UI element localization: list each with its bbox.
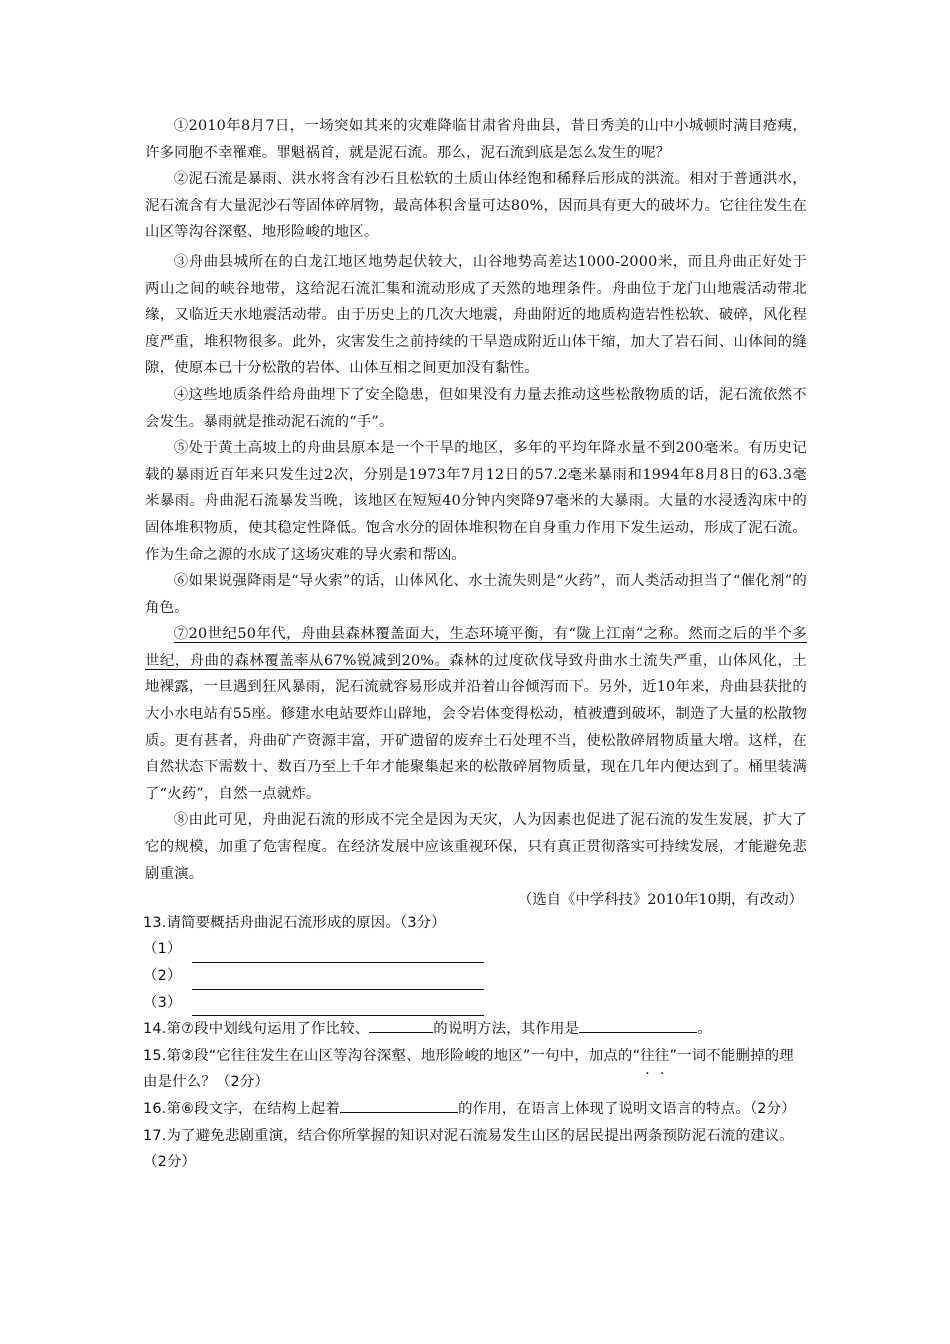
question-14-text-c: 。: [697, 1021, 712, 1038]
paragraph-1: ①2010年8月7日，一场突如其来的灾难降临甘肃省舟曲县，昔日秀美的山中小城顿时满目疮痍，许多同胞不幸罹难。罪魁祸首，就是泥石流。那么，泥石流到底是怎么发生的呢？: [145, 118, 807, 161]
emphasis-dot-char-1: 往: [640, 1047, 655, 1064]
answer-label-1: （1）: [143, 941, 182, 958]
answer-line-1: [143, 936, 807, 963]
answer-blank-3[interactable]: [192, 1001, 484, 1016]
answer-line-3: [143, 990, 807, 1017]
answer-label-3: （3）: [143, 994, 182, 1011]
question-14: [143, 1016, 807, 1043]
paragraph-7-rest: 森林的过度砍伐导致舟曲水土流失严重，山体风化，土地裸露，一旦遇到狂风暴雨，泥石流就容易形成并沿着山谷倾泻而下。另外，近10年来，舟曲县获批的大小水电站有55座。修建水电站要炸山辟地，会令岩体变得松动，植被遭到破坏，制造了大量的松散物质。更有甚者，舟曲矿产资源丰富，开矿遗留的废弃土石处理不当，使松散碎屑物质量大增。这样，在自然状态下需数十、数百乃至上千年才能聚集起来的松散碎屑物质量，现在几年内便达到了。桶里装满了“火药”，自然一点就炸。: [145, 652, 807, 802]
answer-line-2: [143, 963, 807, 990]
emphasis-dot-char-2: 往: [654, 1047, 670, 1064]
question-16-blank[interactable]: [340, 1098, 458, 1113]
question-15: [143, 1043, 807, 1096]
question-16-text-a: 16.第⑥段文字，在结构上起着: [143, 1100, 341, 1117]
question-16-text-b: 的作用，在语言上体现了说明文语言的特点。（2分）: [458, 1100, 796, 1117]
question-16: [143, 1096, 807, 1123]
paragraph-7: [145, 621, 807, 807]
question-15-text-b: ”一词不能删掉的理由是什么？（2分）: [143, 1047, 794, 1091]
document-page: [145, 113, 807, 1176]
question-14-blank-2[interactable]: [579, 1018, 697, 1033]
paragraph-3: ③舟曲县城所在的白龙江地区地势起伏较大，山谷地势高差达1000-2000米，而且舟曲正好处于两山之间的峡谷地带，这给泥石流汇集和流动形成了天然的地理条件。舟曲位于龙门山地震活动带北缘，又临近天水地震活动带。由于历史上的几次大地震，舟曲附近的地质构造岩性松软、破碎，风化程度严重，堆积物很多。此外，灾害发生之前持续的干旱造成附近山体干缩，加大了岩石间、山体间的缝隙，使原本已十分松散的岩体、山体互相之间更加没有黏性。: [145, 253, 807, 377]
paragraph-8: ⑧由此可见，舟曲泥石流的形成不完全是因为天灾，人为因素也促进了泥石流的发生发展，扩大了它的规模，加重了危害程度。在经济发展中应该重视环保，只有真正贯彻落实可持续发展，才能避免悲剧重演。: [145, 812, 807, 882]
question-17: 17.为了避免悲剧重演，结合你所掌握的知识对泥石流易发生山区的居民提出两条预防泥石流的建议。（2分）: [143, 1127, 794, 1171]
question-14-blank-1[interactable]: [369, 1018, 433, 1033]
answer-label-2: （2）: [143, 968, 182, 984]
answer-blank-2[interactable]: [192, 975, 484, 990]
question-14-text-b: 的说明方法，其作用是: [433, 1021, 580, 1038]
paragraph-6: ⑥如果说强降雨是“导火索”的话，山体风化、水土流失则是“火药”，而人类活动担当了“催化剂”的角色。: [145, 573, 807, 616]
question-13: 13.请简要概括舟曲泥石流形成的原因。（3分）: [143, 914, 446, 931]
paragraph-2: ②泥石流是暴雨、洪水将含有沙石且松软的土质山体经饱和稀释后形成的洪流。相对于普通洪水，泥石流含有大量泥沙石等固体碎屑物，最高体积含量可达80%，因而具有更大的破坏力。它往往发生在山区等沟谷深壑、地形险峻的地区。: [145, 171, 807, 241]
source-citation: （选自《中学科技》2010年10期，有改动）: [517, 892, 803, 909]
paragraph-4: ④这些地质条件给舟曲埋下了安全隐患，但如果没有力量去推动这些松散物质的话，泥石流依然不会发生。暴雨就是推动泥石流的“手”。: [145, 386, 807, 430]
underlined-sentence: ⑦20世纪50年代，舟曲县森林覆盖面大，生态环境平衡，有“陇上江南”之称。然而之后的半个多世纪，舟曲的森林覆盖率从67%锐减到20%。: [145, 626, 807, 669]
question-14-text-a: 14.第⑦段中划线句运用了作比较、: [143, 1021, 370, 1038]
question-15-text-a: 15.第②段“它往往发生在山区等沟谷深壑、地形险峻的地区”一句中，加点的“: [143, 1047, 641, 1064]
paragraph-5: ⑤处于黄土高坡上的舟曲县原本是一个干旱的地区，多年的平均年降水量不到200毫米。有历史记载的暴雨近百年来只发生过2次，分别是1973年7月12日的57.2毫米暴雨和1994年8月8日的63.3毫米暴雨。舟曲泥石流暴发当晚，该地区在短短40分钟内突降97毫米的大暴雨。大量的水浸透沟床中的固体堆积物质，使其稳定性降低。饱含水分的固体堆积物在自身重力作用下发生运动，形成了泥石流。作为生命之源的水成了这场灾难的导火索和帮凶。: [145, 440, 807, 563]
answer-blank-1[interactable]: [192, 948, 484, 963]
questions-section: [143, 910, 807, 1176]
